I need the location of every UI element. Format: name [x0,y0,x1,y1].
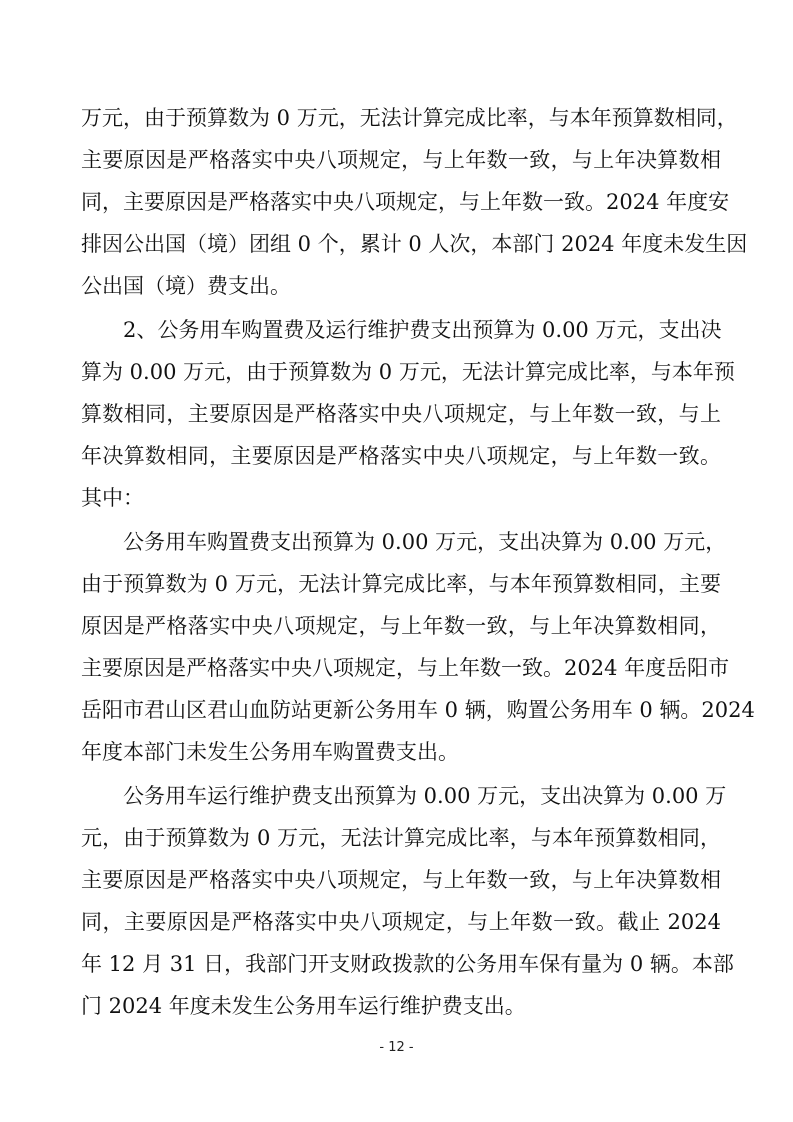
paragraph-line: 年度本部门未发生公务用车购置费支出。 [81,740,459,764]
paragraph-line: 同，主要原因是严格落实中央八项规定，与上年数一致。2024 年度安 [81,190,730,214]
paragraph-line: 年决算数相同，主要原因是严格落实中央八项规定，与上年数一致。 [81,444,721,468]
paragraph-line: 算为 0.00 万元，由于预算数为 0 万元，无法计算完成比率，与本年预 [81,360,735,384]
paragraph-line: 2、公务用车购置费及运行维护费支出预算为 0.00 万元，支出决 [123,318,722,342]
paragraph-line: 排因公出国（境）团组 0 个，累计 0 人次，本部门 2024 年度未发生因 [81,232,748,256]
paragraph-line: 公务用车运行维护费支出预算为 0.00 万元，支出决算为 0.00 万 [123,784,727,808]
paragraph-line: 年 12 月 31 日，我部门开支财政拨款的公务用车保有量为 0 辆。本部 [81,952,734,976]
paragraph-line: 原因是严格落实中央八项规定，与上年数一致，与上年决算数相同， [81,614,721,638]
paragraph-line: 公务用车购置费支出预算为 0.00 万元，支出决算为 0.00 万元， [123,530,727,554]
paragraph-line: 其中： [81,486,144,510]
paragraph-line: 算数相同，主要原因是严格落实中央八项规定，与上年数一致，与上 [81,402,721,426]
paragraph-line: 主要原因是严格落实中央八项规定，与上年数一致，与上年决算数相 [81,148,721,172]
paragraph-line: 万元，由于预算数为 0 万元，无法计算完成比率，与本年预算数相同， [81,106,738,130]
paragraph-line: 岳阳市君山区君山血防站更新公务用车 0 辆，购置公务用车 0 辆。2024 [81,698,755,722]
paragraph-line: 门 2024 年度未发生公务用车运行维护费支出。 [81,994,526,1018]
paragraph-line: 同，主要原因是严格落实中央八项规定，与上年数一致。截止 2024 [81,910,721,934]
paragraph-line: 由于预算数为 0 万元，无法计算完成比率，与本年预算数相同，主要 [81,572,721,596]
paragraph-line: 公出国（境）费支出。 [81,274,291,298]
paragraph-line: 主要原因是严格落实中央八项规定，与上年数一致，与上年决算数相 [81,868,721,892]
paragraph-line: 主要原因是严格落实中央八项规定，与上年数一致。2024 年度岳阳市 [81,656,730,680]
paragraph-line: 元，由于预算数为 0 万元，无法计算完成比率，与本年预算数相同， [81,826,721,850]
page-number: - 12 - [379,1040,414,1055]
